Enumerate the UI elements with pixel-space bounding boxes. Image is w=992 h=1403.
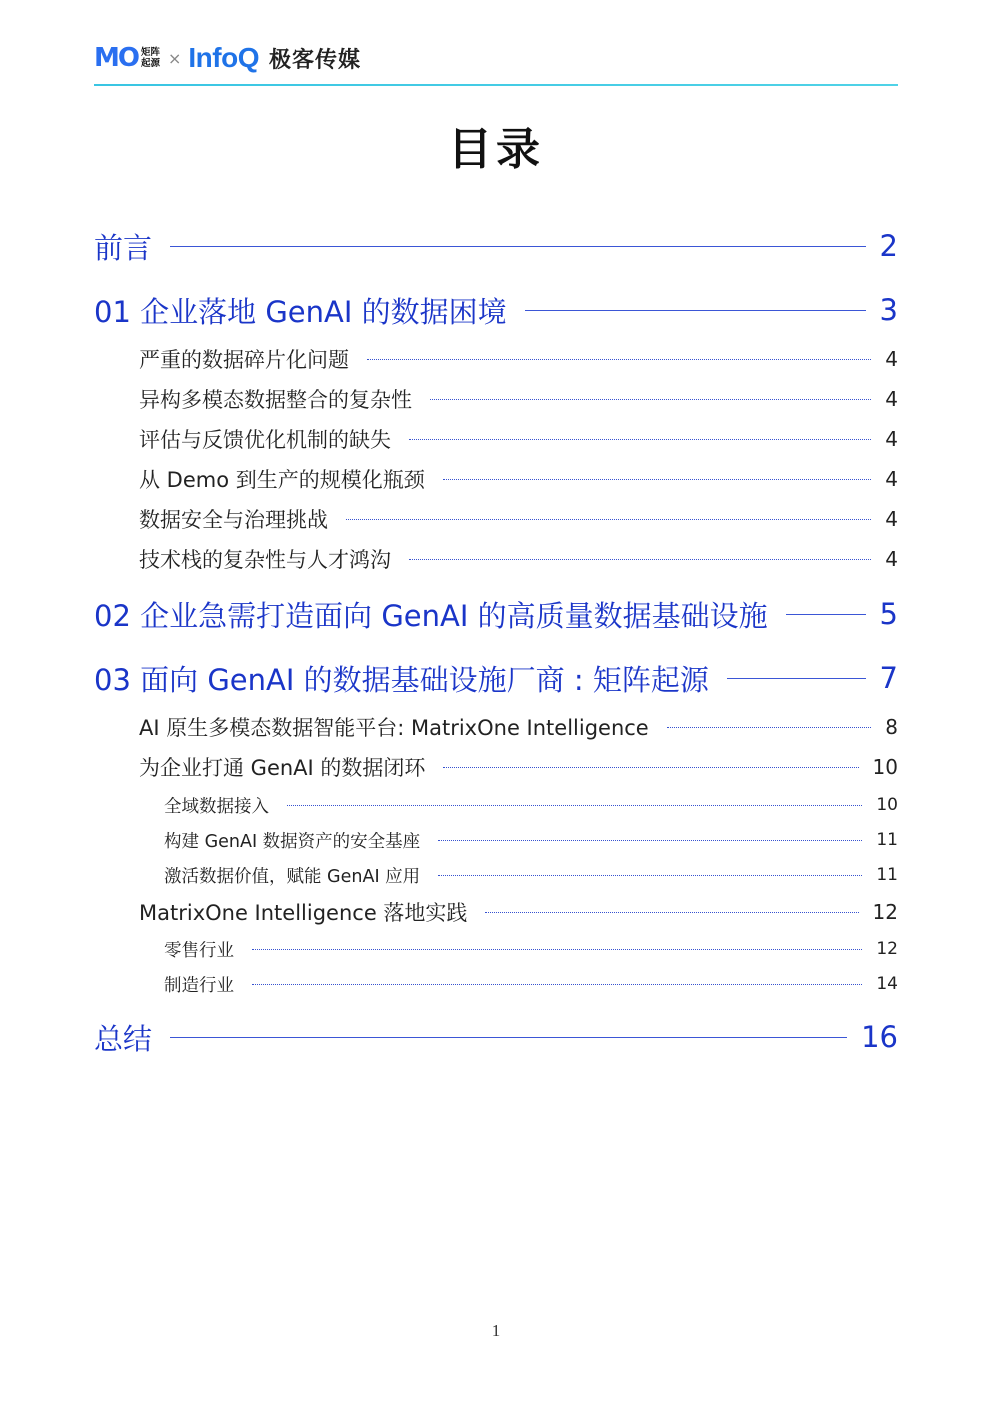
toc-leader-line: [287, 805, 862, 806]
toc-entry-page: 12: [876, 939, 898, 959]
toc-entry-label: 全域数据接入: [164, 796, 269, 817]
toc-entry-label: 严重的数据碎片化问题: [139, 348, 349, 372]
toc-entry-label: 03 面向 GenAI 的数据基础设施厂商 : 矩阵起源: [94, 662, 709, 697]
toc-leader-line: [443, 479, 872, 480]
toc-entry[interactable]: [94, 384, 898, 414]
toc-leader-line: [252, 949, 862, 950]
toc-entry-label: 零售行业: [164, 940, 234, 961]
toc-leader-line: [438, 875, 862, 876]
toc-entry-label: AI 原生多模态数据智能平台: MatrixOne Intelligence: [139, 716, 649, 740]
report-header: [94, 38, 898, 86]
toc-leader-line: [786, 614, 866, 615]
toc-entry-label: 总结: [94, 1021, 153, 1056]
toc-entry-page: 5: [879, 597, 898, 631]
geekbang-media-logo: 极客传媒: [269, 47, 362, 73]
toc-leader-line: [170, 1037, 847, 1038]
toc-entry[interactable]: [94, 1017, 898, 1057]
mo-logo-cn: 矩阵 起源: [140, 47, 160, 69]
header-divider: [94, 84, 898, 86]
toc-entry-page: 12: [872, 900, 898, 924]
toc-leader-line: [367, 359, 871, 360]
toc-entry-page: 10: [876, 795, 898, 815]
toc-entry-label: 制造行业: [164, 975, 234, 996]
toc-leader-line: [438, 840, 862, 841]
co-brand-logos: [94, 38, 361, 78]
toc-entry-label: 02 企业急需打造面向 GenAI 的高质量数据基础设施: [94, 598, 768, 633]
cobrand-separator: ×: [168, 48, 182, 68]
toc-entry-label: 技术栈的复杂性与人才鸿沟: [139, 548, 391, 572]
matrixorigin-logo: [94, 45, 160, 71]
toc-entry-page: 4: [885, 547, 898, 571]
toc-entry-page: 11: [876, 830, 898, 850]
toc-entry-page: 10: [872, 755, 898, 779]
toc-entry[interactable]: [94, 897, 898, 927]
toc-entry-label: 为企业打通 GenAI 的数据闭环: [139, 756, 426, 780]
toc-leader-line: [170, 246, 866, 247]
toc-entry-page: 4: [885, 347, 898, 371]
toc-entry[interactable]: [94, 936, 898, 962]
toc-leader-line: [252, 984, 862, 985]
toc-entry[interactable]: [94, 424, 898, 454]
toc-entry[interactable]: [94, 658, 898, 698]
toc-entry[interactable]: [94, 464, 898, 494]
toc-leader-line: [346, 519, 871, 520]
toc-entry[interactable]: [94, 594, 898, 634]
mo-logo-mark: MO: [94, 43, 138, 73]
toc-entry[interactable]: [94, 290, 898, 330]
toc-leader-line: [443, 767, 858, 768]
toc-entry-page: 16: [861, 1020, 898, 1054]
toc-entry[interactable]: [94, 792, 898, 818]
toc-entry-label: 数据安全与治理挑战: [139, 508, 328, 532]
toc-entry-label: 前言: [94, 230, 153, 265]
infoq-logo: InfoQ: [188, 42, 259, 73]
toc-entry-page: 4: [885, 507, 898, 531]
toc-entry-page: 4: [885, 427, 898, 451]
toc-entry-label: 构建 GenAI 数据资产的安全基座: [164, 831, 421, 852]
toc-entry[interactable]: [94, 226, 898, 266]
toc-entry-label: 评估与反馈优化机制的缺失: [139, 428, 391, 452]
toc-entry[interactable]: [94, 504, 898, 534]
toc-entry-page: 3: [879, 293, 898, 327]
toc-entry-page: 4: [885, 467, 898, 491]
toc-entry[interactable]: [94, 344, 898, 374]
toc-entry[interactable]: [94, 752, 898, 782]
toc-entry[interactable]: [94, 712, 898, 742]
toc-leader-line: [430, 399, 871, 400]
toc-leader-line: [409, 439, 871, 440]
toc-leader-line: [525, 310, 866, 311]
toc-entry-label: 激活数据价值，赋能 GenAI 应用: [164, 866, 421, 887]
toc-entry-page: 14: [876, 974, 898, 994]
toc-entry[interactable]: [94, 862, 898, 888]
page-number: 1: [491, 1321, 501, 1340]
toc-leader-line: [409, 559, 871, 560]
toc-entry-label: 异构多模态数据整合的复杂性: [139, 388, 412, 412]
toc-entry-label: MatrixOne Intelligence 落地实践: [139, 901, 468, 925]
toc-entry-page: 11: [876, 865, 898, 885]
toc-entry[interactable]: [94, 544, 898, 574]
toc-entry[interactable]: [94, 971, 898, 997]
toc-entry-page: 2: [879, 229, 898, 263]
toc-entry-label: 从 Demo 到生产的规模化瓶颈: [139, 468, 425, 492]
toc-leader-line: [485, 912, 858, 913]
toc-entry[interactable]: [94, 827, 898, 853]
toc-leader-line: [667, 727, 872, 728]
toc-entry-page: 7: [879, 661, 898, 695]
toc-entry-label: 01 企业落地 GenAI 的数据困境: [94, 294, 507, 329]
toc-entry-page: 4: [885, 387, 898, 411]
page-title: 目录: [448, 124, 544, 175]
toc-leader-line: [727, 678, 866, 679]
toc-entry-page: 8: [885, 715, 898, 739]
